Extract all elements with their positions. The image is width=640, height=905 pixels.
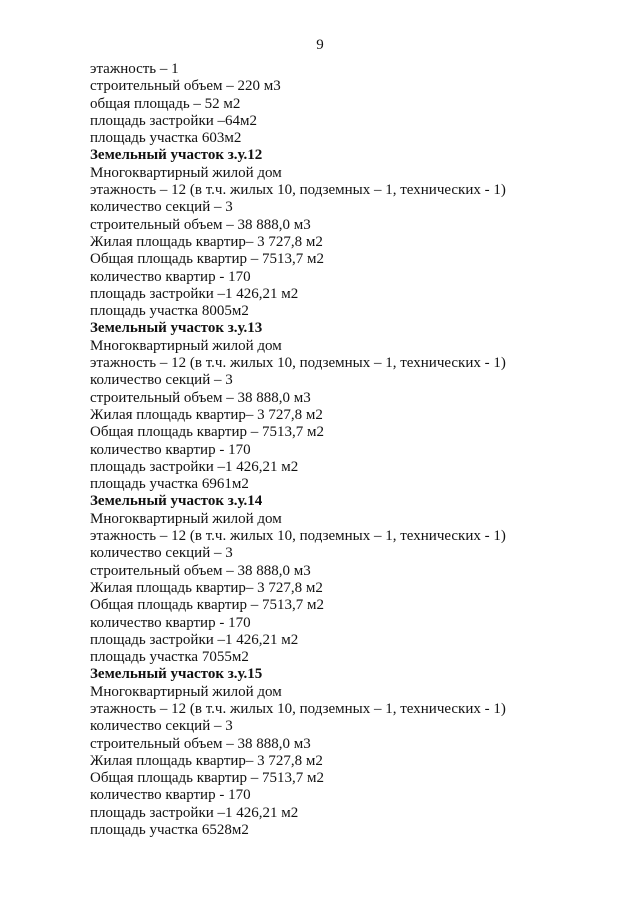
text-line: Многоквартирный жилой дом xyxy=(90,510,282,527)
text-line: площадь застройки –1 426,21 м2 xyxy=(90,458,299,475)
text-line: площадь участка 6961м2 xyxy=(90,476,249,493)
text-line: площадь участка 7055м2 xyxy=(90,649,249,666)
text-line: Общая площадь квартир – 7513,7 м2 xyxy=(90,770,324,787)
text-line: площадь участка 8005м2 xyxy=(90,303,249,320)
text-line: строительный объем – 38 888,0 м3 xyxy=(90,562,311,579)
text-line: строительный объем – 38 888,0 м3 xyxy=(90,389,311,406)
text-line: Жилая площадь квартир– 3 727,8 м2 xyxy=(90,406,323,423)
text-line: Жилая площадь квартир– 3 727,8 м2 xyxy=(90,752,323,769)
text-line: количество квартир - 170 xyxy=(90,787,251,804)
text-line: количество квартир - 170 xyxy=(90,268,251,285)
text-line: Многоквартирный жилой дом xyxy=(90,683,282,700)
text-line: количество секций – 3 xyxy=(90,199,233,216)
text-line: площадь участка 603м2 xyxy=(90,130,242,147)
text-line: этажность – 12 (в т.ч. жилых 10, подземных – 1, технических - 1) xyxy=(90,355,506,372)
text-line: строительный объем – 38 888,0 м3 xyxy=(90,216,311,233)
text-line: Многоквартирный жилой дом xyxy=(90,164,282,181)
text-line: Общая площадь квартир – 7513,7 м2 xyxy=(90,424,324,441)
text-line: Общая площадь квартир – 7513,7 м2 xyxy=(90,597,324,614)
text-line: площадь участка 6528м2 xyxy=(90,822,249,839)
text-line: количество секций – 3 xyxy=(90,718,233,735)
text-line: площадь застройки –1 426,21 м2 xyxy=(90,285,299,302)
text-line: количество секций – 3 xyxy=(90,372,233,389)
document-body xyxy=(90,61,620,839)
text-line: Жилая площадь квартир– 3 727,8 м2 xyxy=(90,233,323,250)
text-line: количество секций – 3 xyxy=(90,545,233,562)
section-heading: Земельный участок з.у.13 xyxy=(90,320,263,337)
text-line: площадь застройки –1 426,21 м2 xyxy=(90,631,299,648)
text-line: строительный объем – 38 888,0 м3 xyxy=(90,735,311,752)
text-line: общая площадь – 52 м2 xyxy=(90,95,241,112)
text-line: этажность – 12 (в т.ч. жилых 10, подземных – 1, технических - 1) xyxy=(90,182,506,199)
text-line: этажность – 12 (в т.ч. жилых 10, подземных – 1, технических - 1) xyxy=(90,528,506,545)
text-line: площадь застройки –1 426,21 м2 xyxy=(90,804,299,821)
text-line: Многоквартирный жилой дом xyxy=(90,337,282,354)
text-line: Жилая площадь квартир– 3 727,8 м2 xyxy=(90,579,323,596)
text-line: Общая площадь квартир – 7513,7 м2 xyxy=(90,251,324,268)
section-heading: Земельный участок з.у.15 xyxy=(90,666,263,683)
text-line: строительный объем – 220 м3 xyxy=(90,78,281,95)
text-line: количество квартир - 170 xyxy=(90,441,251,458)
section-heading: Земельный участок з.у.12 xyxy=(90,147,263,164)
text-line: этажность – 12 (в т.ч. жилых 10, подземных – 1, технических - 1) xyxy=(90,700,506,717)
text-line: площадь застройки –64м2 xyxy=(90,112,258,129)
page-number: 9 xyxy=(316,37,324,53)
section-heading: Земельный участок з.у.14 xyxy=(90,493,263,510)
text-line: этажность – 1 xyxy=(90,61,179,77)
text-line: количество квартир - 170 xyxy=(90,614,251,631)
